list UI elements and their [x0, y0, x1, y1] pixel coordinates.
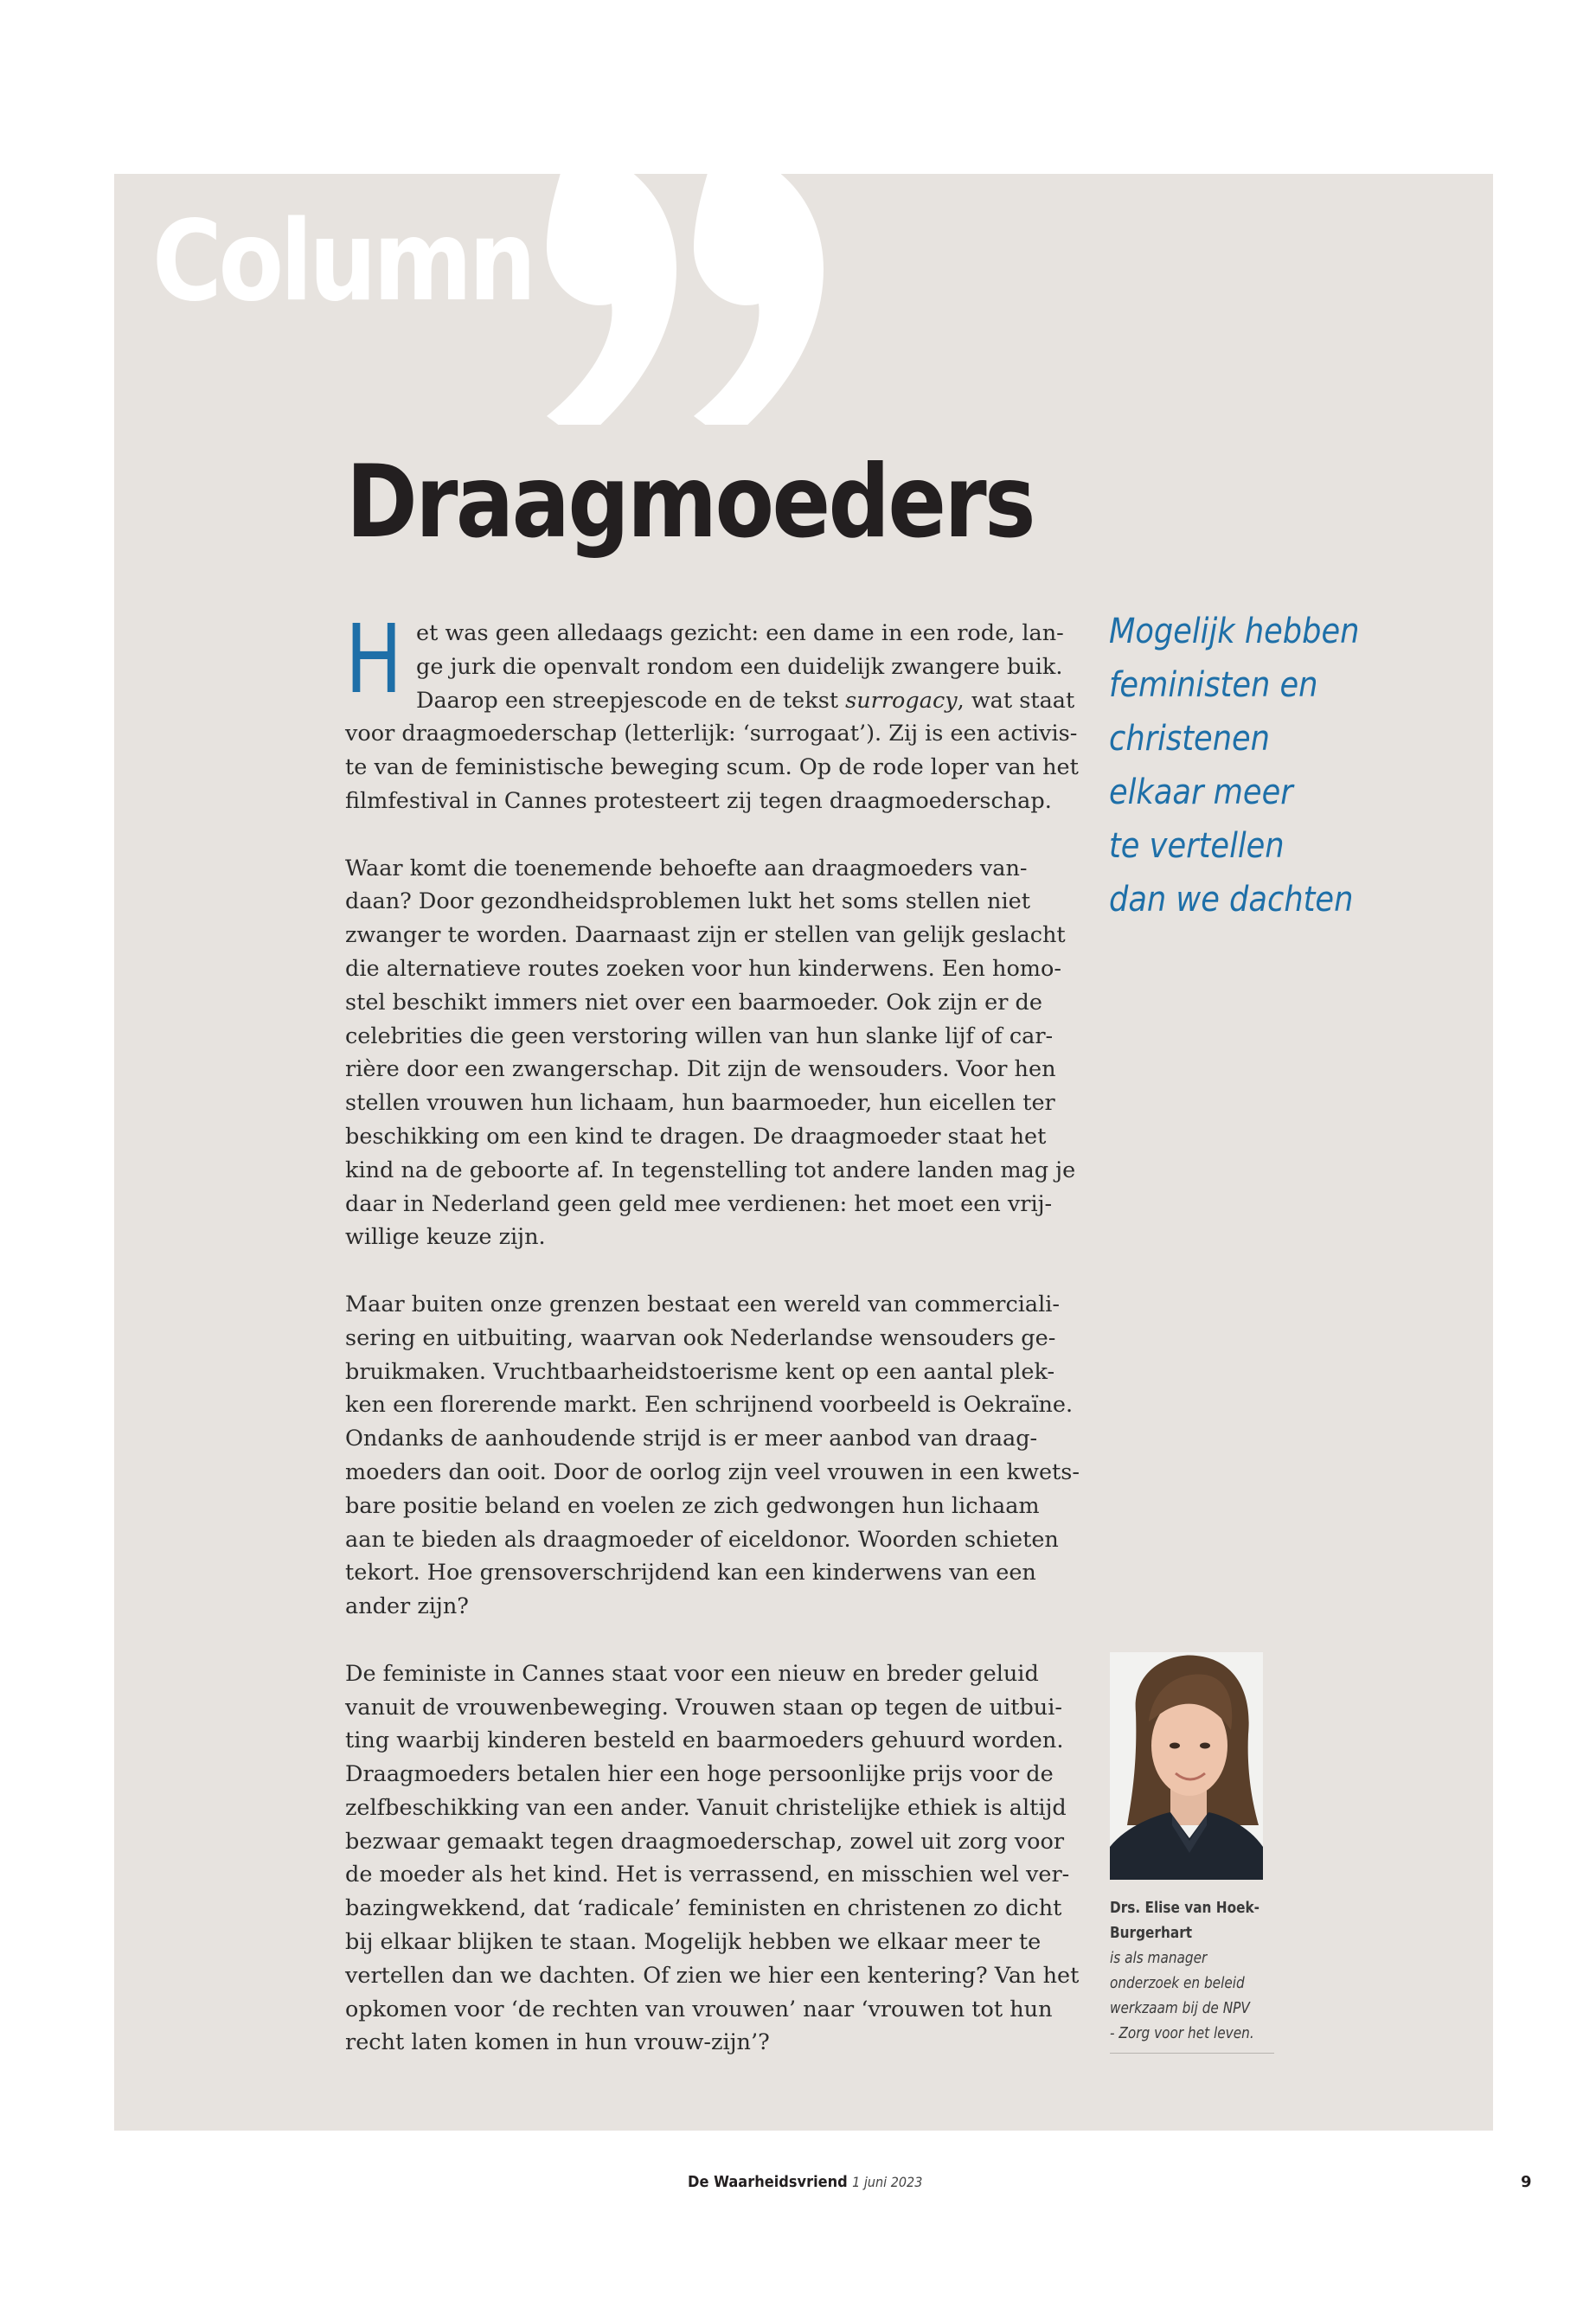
text-line: opkomen voor ‘de rechten van vrouwen’ naar ‘vrouwen tot hun: [345, 1996, 1053, 2022]
text-line: vanuit de vrouwenbeweging. Vrouwen staan op tegen de uitbui-: [345, 1694, 1062, 1721]
text-line: ting waarbij kinderen besteld en baarmoeders gehuurd worden.: [345, 1727, 1064, 1754]
article-body: [345, 604, 1080, 2093]
text-line: filmfestival in Cannes protesteert zij tegen draagmoederschap.: [345, 787, 1052, 814]
pull-quote-line: Mogelijk hebben: [1109, 612, 1360, 651]
author-name-line: Drs. Elise van Hoek-: [1110, 1899, 1259, 1917]
author-role: [1110, 1945, 1274, 2046]
text-line: Ondanks de aanhoudende strijd is er meer aanbod van draag-: [345, 1426, 1038, 1452]
paragraph-1: [345, 604, 1079, 818]
author-role-line: onderzoek en beleid: [1110, 1974, 1245, 1992]
text-line: De feministe in Cannes staat voor een nieuw en breder geluid: [345, 1660, 1039, 1687]
text-line: vertellen dan we dachten. Of zien we hier een kentering? Van het: [345, 1962, 1080, 1989]
page-number: 9: [1521, 2173, 1532, 2191]
column-panel: [114, 174, 1493, 2131]
text-line: celebrities die geen verstoring willen van hun slanke lijf of car-: [345, 1022, 1054, 1049]
paragraph-3: [345, 1288, 1080, 1624]
text-line: daan? Door gezondheidsproblemen lukt het soms stellen niet: [345, 888, 1030, 915]
text-line: zwanger te worden. Daarnaast zijn er stellen van gelijk geslacht: [345, 922, 1066, 949]
dropcap: H: [345, 604, 403, 715]
pull-quote-line: feministen en: [1109, 665, 1318, 705]
text-line: beschikking om een kind te dragen. De draagmoeder staat het: [345, 1123, 1047, 1150]
author-role-line: werkzaam bij de NPV: [1110, 1999, 1250, 2017]
publication-date: 1 juni 2023: [852, 2174, 923, 2190]
text-line: zelfbeschikking van een ander. Vanuit christelijke ethiek is altijd: [345, 1794, 1067, 1821]
author-portrait: [1110, 1652, 1263, 1880]
author-name-line: Burgerhart: [1110, 1924, 1193, 1942]
text-line: daar in Nederland geen geld mee verdienen: het moet een vrij-: [345, 1190, 1053, 1217]
text-line: sering en uitbuiting, waarvan ook Nederlandse wensouders ge-: [345, 1324, 1056, 1351]
text-line: die alternatieve routes zoeken voor hun kinderwens. Een homo-: [345, 955, 1061, 982]
text-line: Maar buiten onze grenzen bestaat een wereld van commerciali-: [345, 1291, 1061, 1317]
author-caption: [1110, 1895, 1274, 2054]
footer-publication: [688, 2173, 922, 2191]
publication-name: De Waarheidsvriend: [688, 2173, 848, 2191]
text-line: voor draagmoederschap (letterlijk: ‘surrogaat’). Zij is een activis-: [345, 721, 1078, 747]
text-line: tekort. Hoe grensoverschrijdend kan een kinderwens van een: [345, 1560, 1036, 1586]
text-line: ge jurk die openvalt rondom een duidelijk zwangere buik.: [416, 653, 1063, 680]
text-line: Daarop een streepjescode en de tekst surrogacy, wat staat: [416, 687, 1075, 714]
text-line: ander zijn?: [345, 1593, 469, 1620]
text-line: bruikmaken. Vruchtbaarheidstoerisme kent op een aantal plek-: [345, 1358, 1055, 1385]
section-label: Column: [152, 197, 533, 326]
pull-quote-line: elkaar meer: [1109, 772, 1293, 812]
text-line: bare positie beland en voelen ze zich gedwongen hun lichaam: [345, 1492, 1040, 1519]
text-line: aan te bieden als draagmoeder of eiceldonor. Woorden schieten: [345, 1526, 1059, 1553]
text-line: recht laten komen in hun vrouw-zijn’?: [345, 2029, 770, 2056]
text-line: rière door een zwangerschap. Dit zijn de wensouders. Voor hen: [345, 1056, 1056, 1083]
article-title: Draagmoeders: [346, 444, 1034, 561]
author-name: [1110, 1895, 1274, 1945]
text-line: willige keuze zijn.: [345, 1224, 546, 1251]
pull-quote-line: te vertellen: [1109, 826, 1285, 866]
text-line: te van de feministische beweging scum. Op de rode loper van het: [345, 754, 1079, 781]
text-line: et was geen alledaags gezicht: een dame in een rode, lan-: [416, 620, 1064, 646]
text-line: bazingwekkend, dat ‘radicale’ feministen en christenen zo dicht: [345, 1895, 1062, 1922]
emphasis: surrogacy: [845, 687, 958, 714]
author-role-line: - Zorg voor het leven.: [1110, 2024, 1254, 2042]
text-line: stel beschikt immers niet over een baarmoeder. Ook zijn er de: [345, 989, 1042, 1016]
paragraph-2: [345, 852, 1076, 1255]
text-line: stellen vrouwen hun lichaam, hun baarmoeder, hun eicellen ter: [345, 1090, 1055, 1117]
paragraph-4: [345, 1657, 1080, 2061]
text-line: bij elkaar blijken te staan. Mogelijk hebben we elkaar meer te: [345, 1929, 1042, 1956]
text-line: Waar komt die toenemende behoefte aan draagmoeders van-: [345, 855, 1028, 881]
text-line: de moeder als het kind. Het is verrassend, en misschien wel ver-: [345, 1862, 1070, 1888]
pull-quote: [1109, 605, 1394, 926]
pull-quote-line: christenen: [1109, 719, 1270, 759]
text-line: bezwaar gemaakt tegen draagmoederschap, zowel uit zorg voor: [345, 1828, 1065, 1855]
text-line: ken een florerende markt. Een schrijnend voorbeeld is Oekraïne.: [345, 1392, 1074, 1419]
author-role-line: is als manager: [1110, 1949, 1208, 1967]
text-line: Draagmoeders betalen hier een hoge persoonlijke prijs voor de: [345, 1761, 1054, 1788]
text-line: kind na de geboorte af. In tegenstelling tot andere landen mag je: [345, 1157, 1076, 1183]
pull-quote-line: dan we dachten: [1109, 880, 1354, 920]
closing-quote-icon: [529, 174, 1014, 425]
text-line: moeders dan ooit. Door de oorlog zijn veel vrouwen in een kwets-: [345, 1458, 1080, 1485]
